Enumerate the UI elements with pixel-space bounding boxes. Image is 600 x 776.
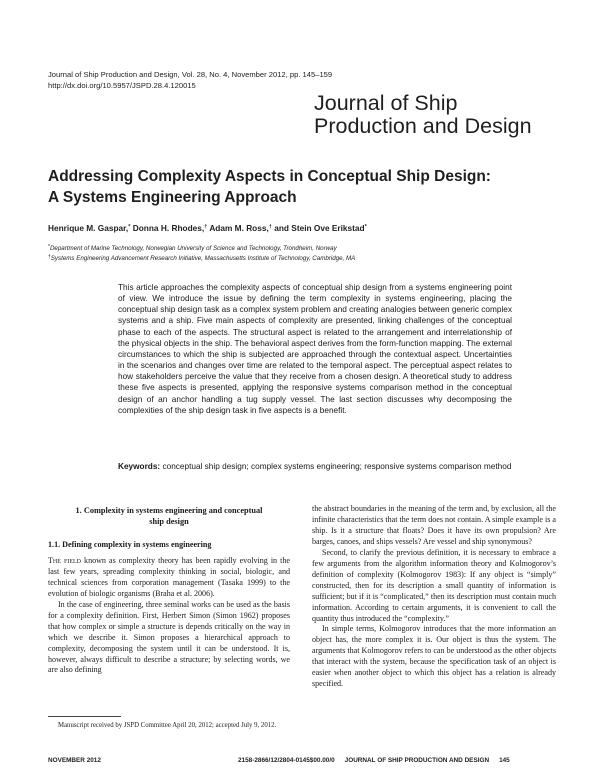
- paragraph: In simple terms, Kolmogorov introduces that the more information an object has, the more complex it is. Our object is thus the system. The arguments that Kolmogorov refers to can be understood as the other objects that interact with the system, because the specification task of an object is easier when another object to which this object has a relation is already specified.: [312, 624, 556, 689]
- journal-title-line1: Journal of Ship: [314, 91, 458, 115]
- article-title: [48, 166, 558, 208]
- section-heading: 1. Complexity in systems engineering and conceptual ship design: [75, 506, 263, 526]
- affiliation-mark: †: [48, 254, 51, 260]
- paragraph: Second, to clarify the previous definition, it is necessary to embrace a few arguments from the algorithm information theory and Kolmogorov’s definition of complexity (Kolmogorov 1983): If any object is “simply” constructed, then for its description a small quantity of information is sufficient; but if it is “complicated,” then its description must contain much information. According to certain arguments, it is convenient to call the quantity thus introduced the “complexity.”: [312, 547, 556, 623]
- affiliations: [48, 243, 568, 263]
- affiliation-text: Systems Engineering Advancement Research Initiative, Massachusetts Institute of Technology, Cambridge, MA: [50, 255, 356, 262]
- author-name: Adam M. Ross,: [209, 223, 269, 233]
- author-mark: *: [364, 224, 367, 230]
- page-number: 145: [499, 757, 510, 764]
- footer-info: [238, 757, 510, 764]
- author-mark: *: [128, 224, 131, 230]
- keywords-label: Keywords:: [118, 462, 161, 471]
- author-mark: †: [268, 224, 272, 230]
- footer-journal: JOURNAL OF SHIP PRODUCTION AND DESIGN: [344, 757, 490, 764]
- footer-date: NOVEMBER 2012: [48, 757, 101, 764]
- citation-block: [48, 70, 332, 91]
- lead-in: The field: [48, 555, 81, 565]
- footer-issn: 2158-2866/12/2804-0145$00.00/0: [238, 757, 335, 764]
- journal-title-line2: Production and Design: [314, 113, 532, 138]
- left-column: [48, 505, 290, 676]
- affiliation: [48, 253, 568, 263]
- author-name: and Stein Ove Erikstad: [274, 223, 365, 233]
- author-name: Henrique M. Gaspar,: [48, 223, 129, 233]
- keywords: [118, 461, 512, 472]
- title-line1: Addressing Complexity Aspects in Conceptual Ship Design:: [48, 168, 491, 185]
- subsection-heading: 1.1. Defining complexity in systems engineering: [48, 540, 212, 549]
- abstract: This article approaches the complexity aspects of conceptual ship design from a systems engineering point of view. We introduce the issue by defining the term complexity in systems engineering, placing the conceptual ship design task as a complex system problem and creating analogies between generic complex systems and a ship. Five main aspects of complexity are presented, linking challenges of the conceptual phase to each of the aspects. The structural aspect is related to the arrangement and interrelationship of the physical objects in the ship. The behavioral aspect derives from the form-function mapping. The external circumstances to which the ship is subjected are approached through the contextual aspect. Uncertainties in the scenarios and changes over time are related to the temporal aspect. The perceptual aspect relates to how stakeholders perceive the value that they receive from a chosen design. A theoretical study to address these five aspects is presented, applying the responsive systems comparison method in the conceptual design of an anchor handling a tug supply vessel. The last section discusses why decomposing the complexities of the ship design task in five aspects is a benefit.: [118, 283, 512, 415]
- footnote: [48, 721, 290, 730]
- affiliation: [48, 243, 568, 253]
- doi-link[interactable]: http://dx.doi.org/10.5957/JSPD.28.4.120015: [48, 80, 196, 90]
- paragraph: In the case of engineering, three seminal works can be used as the basis for a complexity definition. First, Herbert Simon (Simon 1962) proposes that how complex or simple a structure is depends critically on the way in which we describe it. Simon proposes a hierarchical approach to complexity, decomposing the system until it can be understood. It is, however, always difficult to describe a structure; by selecting words, we are also defining: [48, 599, 290, 675]
- paragraph: the abstract boundaries in the meaning of the term and, by exclusion, all the infinite characteristics that the term does not contain. A simple example is a ship. Is it a structure that floats? Does it have its own propulsion? Are barges, canoes, and ships vessels? Are vessel and ship synonymous?: [312, 504, 556, 546]
- title-line2: A Systems Engineering Approach: [48, 189, 297, 206]
- affiliation-text: Department of Marine Technology, Norwegian University of Science and Technology, Trondheim, Norway: [49, 245, 337, 252]
- author-mark: †: [204, 224, 208, 230]
- right-column: [312, 504, 556, 690]
- footnote-text: Manuscript received by JSPD Committee April 20, 2012; accepted July 9, 2012.: [58, 722, 277, 729]
- author-name: Donna H. Rhodes,: [132, 223, 205, 233]
- keywords-text: conceptual ship design; complex systems engineering; responsive systems comparison method: [162, 462, 512, 471]
- paragraph: [48, 556, 290, 600]
- citation-line: Journal of Ship Production and Design, Vol. 28, No. 4, November 2012, pp. 145–159: [48, 70, 333, 79]
- paragraph-text: known as complexity theory has been rapidly evolving in the last few years, spreading complexity thinking in social, biologic, and technical sciences from corporation management (Tasaka 1999) to the evolution of biologic organisms (Braha et al. 2006).: [48, 555, 290, 598]
- journal-masthead: [314, 92, 564, 137]
- affiliation-mark: *: [48, 244, 50, 250]
- footnote-divider: [48, 716, 121, 717]
- author-list: [48, 223, 568, 233]
